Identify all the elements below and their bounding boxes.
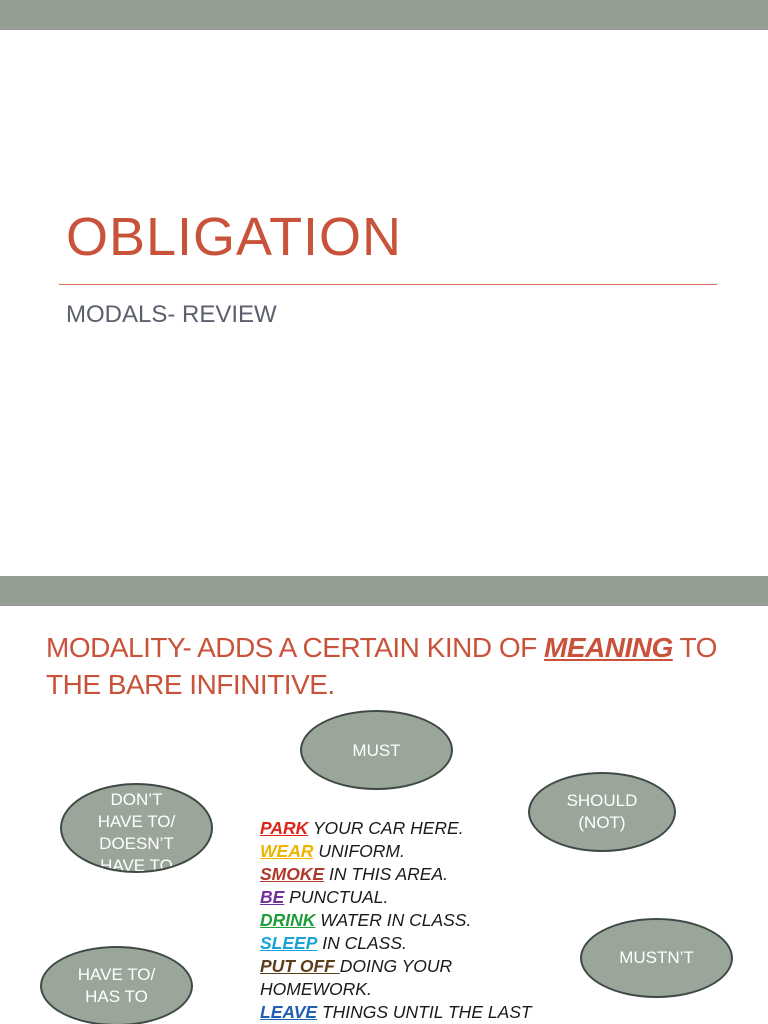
oval-must: [300, 710, 453, 790]
slide-top-bar: [0, 0, 768, 30]
slide-modality: [0, 576, 768, 1024]
example-rest: IN THIS AREA.: [324, 864, 449, 884]
oval-dont-have-to: [60, 783, 213, 873]
example-line: [260, 863, 580, 886]
heading-text-start: MODALITY- ADDS A CERTAIN KIND OF: [46, 632, 544, 663]
slide-top-bar: [0, 576, 768, 606]
oval-dont-label: DON’T HAVE TO/ DOESN’T HAVE TO: [97, 790, 176, 873]
example-verb: SMOKE: [260, 864, 325, 884]
slide-title: OBLIGATION: [66, 207, 403, 267]
example-rest: PUNCTUAL.: [284, 887, 389, 907]
example-verb: WEAR: [260, 841, 314, 861]
example-line: [260, 1001, 580, 1024]
example-rest: YOUR CAR HERE.: [308, 818, 464, 838]
example-line: [260, 978, 580, 1001]
title-divider: [59, 284, 717, 285]
oval-have-label: HAVE TO/ HAS TO: [77, 965, 156, 1006]
oval-must-label: MUST: [352, 741, 401, 760]
example-verb: SLEEP: [260, 933, 318, 953]
example-line: [260, 817, 580, 840]
example-line: [260, 886, 580, 909]
example-rest: IN CLASS.: [317, 933, 407, 953]
example-verb: LEAVE: [260, 1002, 318, 1022]
example-verb: DRINK: [260, 910, 316, 930]
heading-text-end: TO THE BARE INFINITIVE.: [46, 632, 717, 700]
example-line: [260, 909, 580, 932]
heading-emphasis: MEANING: [544, 632, 673, 663]
example-line: [260, 840, 580, 863]
slide-heading: [46, 629, 746, 703]
oval-mustnt: [580, 918, 733, 998]
example-line: [260, 955, 580, 978]
slide-subtitle: MODALS- REVIEW: [66, 301, 277, 328]
example-verb: PARK: [260, 818, 309, 838]
example-sentences: [260, 817, 580, 1024]
example-rest: DOING YOUR: [339, 956, 453, 976]
example-line: [260, 932, 580, 955]
example-rest: WATER IN CLASS.: [315, 910, 472, 930]
example-verb: PUT OFF: [260, 956, 340, 976]
example-rest: THINGS UNTIL THE LAST: [317, 1002, 532, 1022]
example-verb: BE: [260, 887, 285, 907]
oval-should-label: SHOULD (NOT): [566, 791, 638, 832]
example-rest: HOMEWORK.: [260, 979, 372, 999]
example-rest: UNIFORM.: [313, 841, 405, 861]
oval-mustnt-label: MUSTN’T: [619, 948, 694, 967]
oval-have-to: [40, 946, 193, 1024]
